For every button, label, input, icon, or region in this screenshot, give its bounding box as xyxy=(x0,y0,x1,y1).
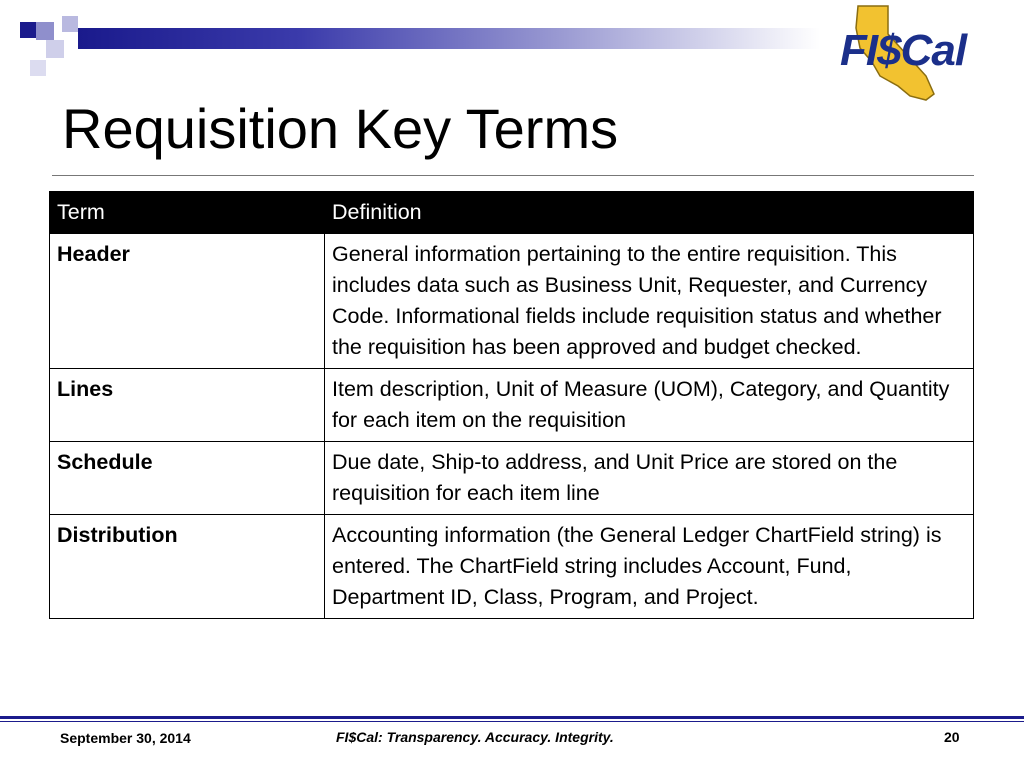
footer-date: September 30, 2014 xyxy=(60,730,191,746)
table-row xyxy=(50,234,974,369)
decorative-squares-icon xyxy=(0,0,80,80)
column-header-term: Term xyxy=(50,192,325,234)
definition-cell: Item description, Unit of Measure (UOM), Category, and Quantity for each item on the requisition xyxy=(325,369,974,442)
term-cell: Schedule xyxy=(50,442,325,515)
definition-cell: Accounting information (the General Ledger ChartField string) is entered. The ChartField string includes Account, Fund, Department ID, Class, Program, and Project. xyxy=(325,515,974,619)
footer-divider xyxy=(0,716,1024,719)
definition-cell: Due date, Ship-to address, and Unit Price are stored on the requisition for each item line xyxy=(325,442,974,515)
fiscal-logo xyxy=(830,4,980,102)
key-terms-table xyxy=(49,191,974,619)
column-header-definition: Definition xyxy=(325,192,974,234)
definition-cell: General information pertaining to the entire requisition. This includes data such as Business Unit, Requester, and Currency Code. Informational fields include requisition status and whether the requisition has been approved and budget checked. xyxy=(325,234,974,369)
term-cell: Header xyxy=(50,234,325,369)
table-header-row xyxy=(50,192,974,234)
slide-number: 20 xyxy=(944,729,960,745)
page-title: Requisition Key Terms xyxy=(62,97,619,160)
term-cell: Lines xyxy=(50,369,325,442)
title-divider xyxy=(52,175,974,176)
table-row xyxy=(50,369,974,442)
term-cell: Distribution xyxy=(50,515,325,619)
logo-text: FI$Cal xyxy=(840,26,967,75)
footer-divider-thin xyxy=(0,721,1024,722)
header-gradient-bar xyxy=(78,28,820,49)
footer-tagline: FI$Cal: Transparency. Accuracy. Integrity. xyxy=(336,729,614,745)
table-row xyxy=(50,442,974,515)
table-row xyxy=(50,515,974,619)
